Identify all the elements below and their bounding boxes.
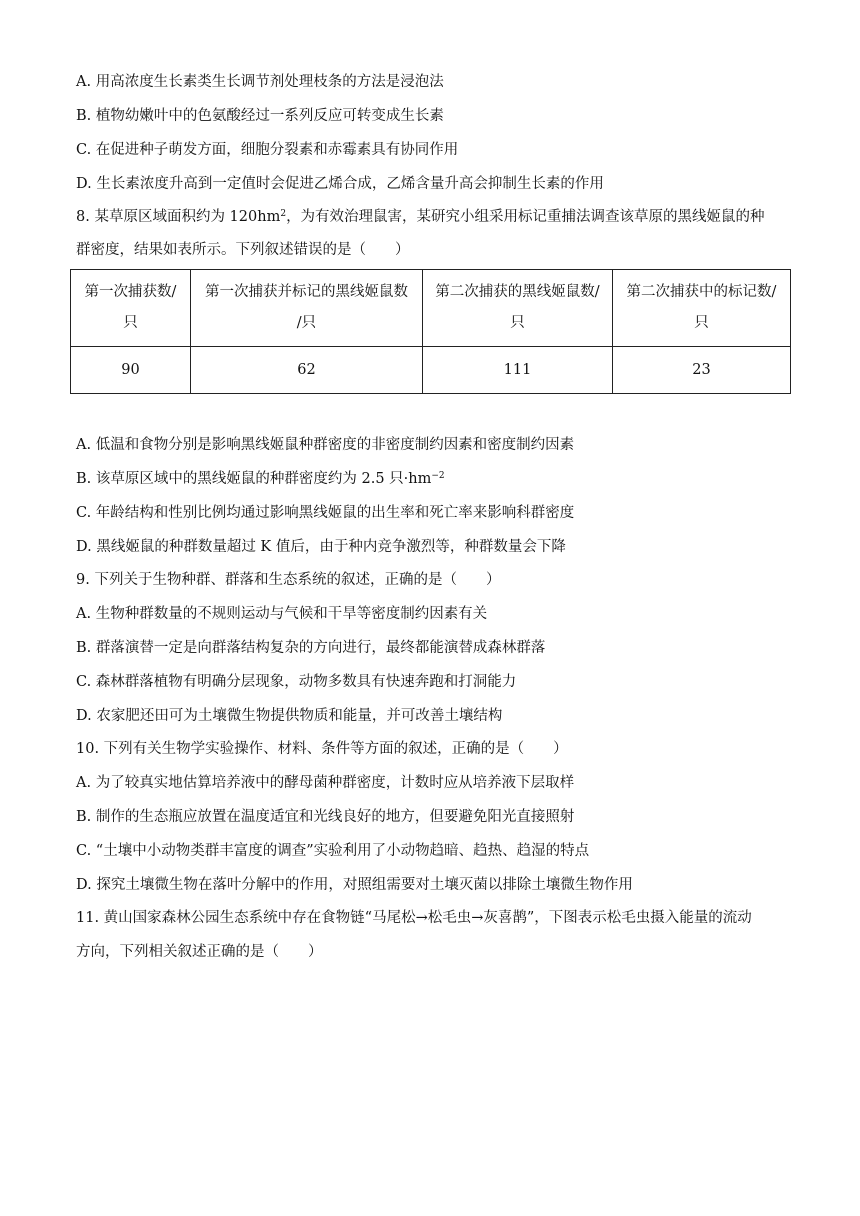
q8-option-d: D. 黑线姬鼠的种群数量超过 K 值后，由于种内竞争激烈等，种群数量会下降 — [76, 539, 566, 555]
q8-stem-text-b: ，为有效治理鼠害，某研究小组采用标记重捕法调查该草原的黑线姬鼠的种 — [286, 209, 765, 225]
table-header-cell: 第二次捕获中的标记数/ 只 — [613, 270, 791, 347]
q8-stem-line1 — [76, 207, 765, 227]
q7-option-a: A. 用高浓度生长素类生长调节剂处理枝条的方法是浸泡法 — [76, 74, 444, 90]
q8-data-table — [70, 269, 791, 394]
q9-option-c: C. 森林群落植物有明确分层现象，动物多数具有快速奔跑和打洞能力 — [76, 674, 517, 690]
q10-option-a: A. 为了较真实地估算培养液中的酵母菌种群密度，计数时应从培养液下层取样 — [76, 775, 575, 791]
q9-stem: 9. 下列关于生物种群、群落和生态系统的叙述，正确的是（ ） — [76, 572, 501, 588]
q10-option-d: D. 探究土壤微生物在落叶分解中的作用，对照组需要对土壤灭菌以排除土壤微生物作用 — [76, 877, 633, 893]
table-header-cell: 第一次捕获并标记的黑线姬鼠数 /只 — [191, 270, 423, 347]
q10-stem: 10. 下列有关生物学实验操作、材料、条件等方面的叙述，正确的是（ ） — [76, 741, 568, 757]
table-header-cell: 第一次捕获数/ 只 — [71, 270, 191, 347]
table-row — [71, 347, 791, 394]
q8-stem-superscript: 2 — [280, 209, 287, 219]
q9-option-d: D. 农家肥还田可为土壤微生物提供物质和能量，并可改善土壤结构 — [76, 708, 503, 724]
q8-option-b-text: B. 该草原区域中的黑线姬鼠的种群密度约为 2.5 只·hm — [76, 471, 432, 487]
q9-option-a: A. 生物种群数量的不规则运动与气候和干旱等密度制约因素有关 — [76, 606, 488, 622]
q8-option-b-superscript: −2 — [431, 471, 445, 481]
q8-option-c: C. 年龄结构和性别比例均通过影响黑线姬鼠的出生率和死亡率来影响科群密度 — [76, 505, 575, 521]
table-cell: 62 — [191, 347, 423, 394]
q8-option-a: A. 低温和食物分别是影响黑线姬鼠种群密度的非密度制约因素和密度制约因素 — [76, 437, 575, 453]
q7-option-d: D. 生长素浓度升高到一定值时会促进乙烯合成，乙烯含量升高会抑制生长素的作用 — [76, 176, 604, 192]
table-header-row — [71, 270, 791, 347]
q7-option-c: C. 在促进种子萌发方面，细胞分裂素和赤霉素具有协同作用 — [76, 142, 459, 158]
q10-option-c: C. “土壤中小动物类群丰富度的调查”实验利用了小动物趋暗、趋热、趋湿的特点 — [76, 843, 590, 859]
q8-stem-text-a: 8. 某草原区域面积约为 120hm — [76, 209, 281, 225]
q11-stem-line2: 方向，下列相关叙述正确的是（ ） — [76, 944, 323, 960]
table-cell: 23 — [613, 347, 791, 394]
table-cell: 90 — [71, 347, 191, 394]
q8-stem-line2: 群密度，结果如表所示。下列叙述错误的是（ ） — [76, 242, 410, 258]
q11-stem-line1: 11. 黄山国家森林公园生态系统中存在食物链“马尾松→松毛虫→灰喜鹊”，下图表示松毛虫摄入能量的流动 — [76, 910, 752, 926]
q9-option-b: B. 群落演替一定是向群落结构复杂的方向进行，最终都能演替成森林群落 — [76, 640, 546, 656]
table-header-cell: 第二次捕获的黑线姬鼠数/ 只 — [423, 270, 613, 347]
q10-option-b: B. 制作的生态瓶应放置在温度适宜和光线良好的地方，但要避免阳光直接照射 — [76, 809, 575, 825]
q7-option-b: B. 植物幼嫩叶中的色氨酸经过一系列反应可转变成生长素 — [76, 108, 444, 124]
table-cell: 111 — [423, 347, 613, 394]
q8-option-b — [76, 469, 445, 489]
